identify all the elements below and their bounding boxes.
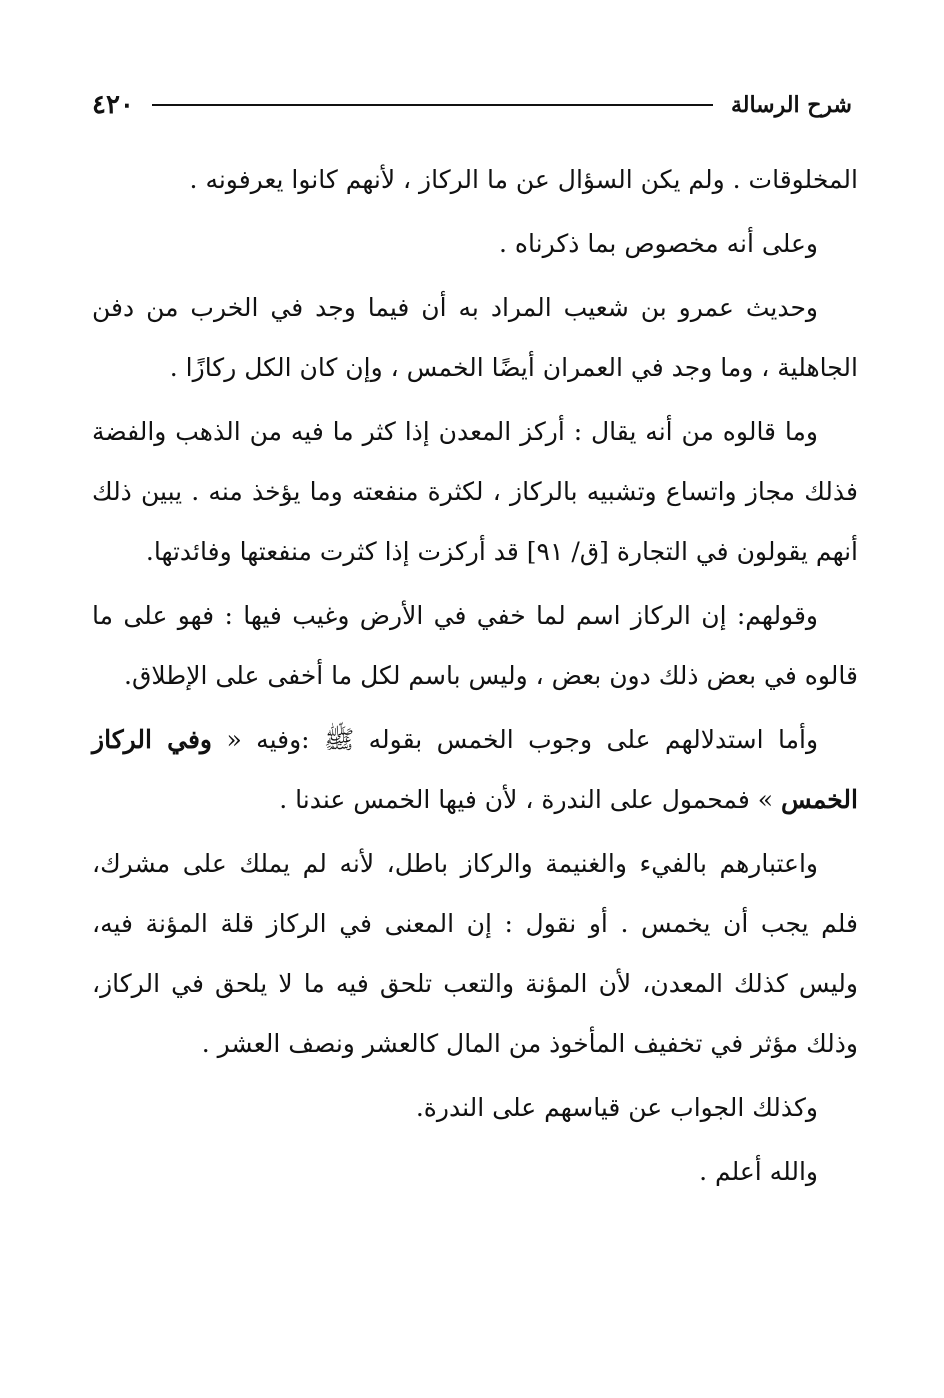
body-text [92, 150, 858, 1206]
paragraph-with-hadith [92, 710, 858, 830]
paragraph-text: » فمحمول على الندرة ، لأن فيها الخمس عندنا . [279, 785, 781, 814]
book-title: شرح الرسالة [730, 92, 852, 118]
running-header [92, 80, 852, 130]
paragraph: وحديث عمرو بن شعيب المراد به أن فيما وجد في الخرب من دفن الجاهلية ، وما وجد في العمران أيضًا الخمس ، وإن كان الكل ركازًا . [92, 293, 858, 382]
paragraph: واعتبارهم بالفيء والغنيمة والركاز باطل، لأنه لم يملك على مشرك، فلم يجب أن يخمس . أو نقول : إن المعنى في الركاز قلة المؤنة فيه، وليس كذلك المعدن، لأن المؤنة والتعب تلحق فيه ما لا يلحق في الركاز، وذلك مؤثر في تخفيف المأخوذ من المال كالعشر ونصف العشر . [92, 849, 858, 1058]
paragraph: وقولهم: إن الركاز اسم لما خفي في الأرض وغيب فيها : فهو على ما قالوه في بعض ذلك دون بعض ، وليس باسم لكل ما أخفى على الإطلاق. [92, 601, 858, 690]
paragraph: وعلى أنه مخصوص بما ذكرناه . [499, 229, 818, 258]
page-number: ٤٢٠ [92, 90, 134, 120]
paragraph: وما قالوه من أنه يقال : أركز المعدن إذا كثر ما فيه من الذهب والفضة فذلك مجاز واتساع وتشبيه بالركاز ، لكثرة منفعته وما يؤخذ منه . يبين ذلك أنهم يقولون في التجارة [ق/ ٩١] قد أركزت إذا كثرت منفعتها وفائدتها. [92, 417, 858, 566]
paragraph-text: وأما استدلالهم على وجوب الخمس بقوله ﷺ :وفيه « [212, 725, 819, 754]
paragraph: المخلوقات . ولم يكن السؤال عن ما الركاز ، لأنهم كانوا يعرفونه . [189, 165, 858, 194]
hadith-quote: وفي الركاز الخمس [92, 725, 858, 814]
paragraph: وكذلك الجواب عن قياسهم على الندرة. [415, 1093, 818, 1122]
header-rule [152, 104, 713, 106]
closing-line: والله أعلم . [699, 1157, 818, 1186]
